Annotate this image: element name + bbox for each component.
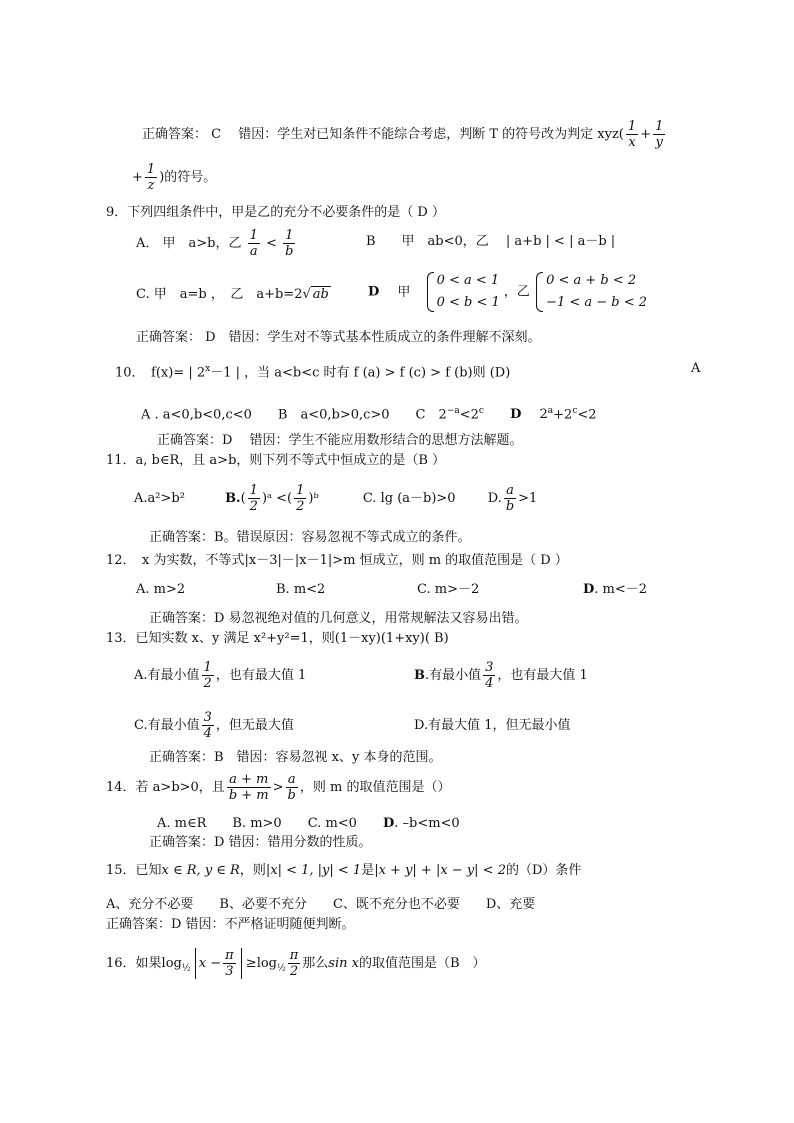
question-10-answer: 正确答案：D 错因：学生不能应用数形结合的思想方法解题。 — [157, 433, 523, 448]
fraction-pi-over-3: $\frac{\pi}{3}$ — [225, 948, 234, 979]
answer-line-8: 正确答案： C 错因：学生对已知条件不能综合考虑，判断 T 的符号改为判定 xyz( $\frac{1}{x}$ + $\frac{1}{y}$ — [142, 119, 664, 150]
fraction-1-over-2: $\frac{1}{2}$ — [296, 483, 305, 514]
question-13-option-b: B.有最小值 $\frac{3}{4}$ ，也有最大值 1 — [414, 660, 588, 691]
question-15-stem: 15．已知x ∈ R, y ∈ R，则|x| < 1, |y| < 1是|x + y| + |x − y| < 2的（D）条件 — [106, 863, 582, 878]
question-12-stem: 12． x 为实数，不等式|x－3|－|x－1|>m 恒成立，则 m 的取值范围是（ D ） — [106, 553, 568, 568]
question-14-answer: 正确答案：D 错因：错用分数的性质。 — [149, 835, 372, 850]
sqrt-ab: ab — [312, 287, 329, 302]
fraction-a-over-b: $\frac{a}{b}$ — [505, 483, 515, 514]
question-10-right-letter: A — [691, 361, 701, 376]
question-9-option-b: B 甲 ab<0，乙 | a+b | < | a－b | — [366, 234, 616, 249]
question-9-option-a: A． 甲 a>b，乙 $\frac{1}{a}$ < $\frac{1}{b}$ — [136, 228, 294, 259]
question-12-option-d: D. m<－2 — [583, 582, 648, 597]
system-of-inequalities-2: 0 < a + b < 2 −1 < a − b < 2 — [534, 270, 647, 314]
question-9-option-d: D 甲 0 < a < 1 0 < b < 1 ，乙 0 < a + b < 2 −1 < a − b < 2 — [368, 270, 647, 314]
answer-line-8-cont: + $\frac{1}{z}$ )的符号。 — [132, 162, 217, 193]
question-15-options: A、充分不必要 B、必要不充分 C、既不充分也不必要 D、充要 — [106, 897, 536, 912]
question-12-option-b: B. m<2 — [276, 582, 326, 597]
question-16-stem: 16．如果$\log_{\frac{1}{2}} x$ − $\frac{\pi}{3}$ $\ge\log_{\frac{1}{2}}$ $\frac{\pi}{2}$ 那么sin x的取值范围是（B ） — [106, 948, 486, 979]
question-13-option-c: C.有最小值 $\frac{3}{4}$ ，但无最大值 — [134, 710, 294, 741]
fraction-1-over-2: $\frac{1}{2}$ — [203, 660, 212, 691]
fraction-3-over-4: $\frac{3}{4}$ — [203, 710, 212, 741]
fraction-pi-over-2: $\frac{\pi}{2}$ — [289, 948, 299, 979]
question-14-stem: 14．若 a>b>0，且 $\frac{a + m}{b + m}$ > $\frac{a}{b}$ ，则 m 的取值范围是（） — [106, 772, 451, 803]
question-10-stem: 10． f(x)= | $2^x-1$ | ，当 a<b<c 时有 f (a) > f (c) > f (b)则 (D) — [115, 364, 511, 381]
question-9-answer: 正确答案： D 错因：学生对不等式基本性质成立的条件理解不深刻。 — [136, 330, 541, 345]
sqrt-symbol: √ — [302, 287, 311, 302]
answer-text: 正确答案： C 错因：学生对已知条件不能综合考虑，判断 T 的符号改为判定 xyz( — [142, 127, 624, 142]
question-11-options: A.a²>b² B.( $\frac{1}{2}$ )ᵃ <( $\frac{1}{2}$ )ᵇ C. lg (a－b)>0 D. $\frac{a}{b}$ >1 — [134, 483, 538, 514]
question-15-answer: 正确答案：D 错因：不严格证明随便判断。 — [106, 917, 355, 932]
question-9-option-c: C. 甲 a=b ， 乙 a+b=2√ ab — [136, 287, 329, 302]
question-11-answer: 正确答案：B。错误原因：容易忽视不等式成立的条件。 — [149, 530, 471, 545]
fraction-1-over-y: $\frac{1}{y}$ — [655, 119, 664, 150]
system-of-inequalities-1: 0 < a < 1 0 < b < 1 — [425, 270, 500, 314]
question-11-stem: 11．a, b∈R，且 a>b，则下列不等式中恒成立的是（B ） — [106, 453, 446, 468]
question-9-stem: 9．下列四组条件中，甲是乙的充分不必要条件的是（ D ） — [106, 205, 445, 220]
fraction-1-over-x: $\frac{1}{x}$ — [627, 119, 637, 150]
question-13-option-a: A.有最小值 $\frac{1}{2}$ ，也有最大值 1 — [134, 660, 307, 691]
fraction-3-over-4: $\frac{3}{4}$ — [485, 660, 494, 691]
fraction-1-over-b: $\frac{1}{b}$ — [285, 228, 294, 259]
abs-bar: x − $\frac{\pi}{3}$ — [195, 948, 242, 979]
fraction-a-over-b: $\frac{a}{b}$ — [287, 772, 296, 803]
fraction-1-over-z: $\frac{1}{z}$ — [146, 162, 156, 193]
question-12-answer: 正确答案：D 易忽视绝对值的几何意义，用常规解法又容易出错。 — [149, 611, 528, 626]
fraction-1-over-2: $\frac{1}{2}$ — [249, 483, 258, 514]
fraction-1-over-a: $\frac{1}{a}$ — [249, 228, 258, 259]
question-13-answer: 正确答案：B 错因：容易忽视 x、y 本身的范围。 — [149, 750, 442, 765]
question-10-options: A . a<0,b<0,c<0 B a<0,b>0,c>0 C $2^{-a}<2^c$ D $2^a+2^c<2$ — [141, 406, 597, 423]
question-13-option-d: D.有最大值 1，但无最小值 — [414, 718, 571, 733]
question-12-option-a: A. m>2 — [136, 582, 186, 597]
question-12-option-c: C. m>－2 — [417, 582, 480, 597]
question-13-stem: 13．已知实数 x、y 满足 x²+y²=1，则(1－xy)(1+xy)( B) — [106, 631, 449, 646]
question-14-options: A. m∈R B. m>0 C. m<0 D. –b<m<0 — [157, 816, 460, 831]
fraction-a-plus-m-over-b-plus-m: $\frac{a + m}{b + m}$ — [228, 772, 269, 803]
